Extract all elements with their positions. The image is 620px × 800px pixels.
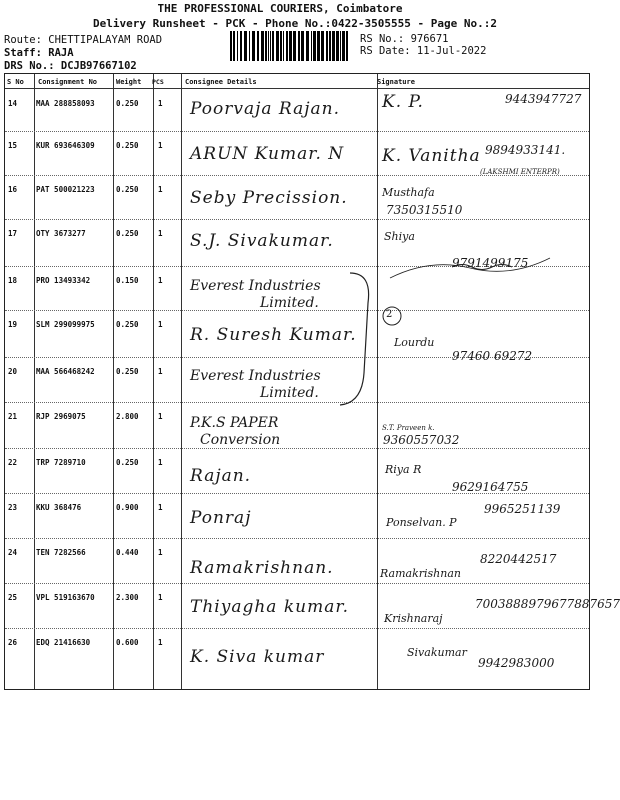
row-sno: 26 — [8, 638, 18, 647]
consignee-handwritten-line2: Limited. — [260, 295, 319, 311]
signature-note: (LAKSHMI ENTERPR) — [480, 168, 560, 176]
col-header-sno: S No — [7, 78, 24, 86]
signature-phone: 9443947727 — [505, 92, 582, 106]
consignee-handwritten-siva: K. Siva kumar — [190, 647, 325, 667]
row-sno: 18 — [8, 276, 18, 285]
row-pcs: 1 — [158, 320, 163, 329]
row-consignment-no: KKU 368476 — [36, 503, 82, 512]
row-weight: 2.800 — [116, 412, 139, 421]
rs-number: RS No.: 976671 — [360, 33, 449, 45]
row-weight: 0.250 — [116, 141, 139, 150]
row-pcs: 1 — [158, 141, 163, 150]
consignee-handwritten-line1: Everest Industries — [190, 278, 321, 294]
row-consignment-no: TRP 7289710 — [36, 458, 86, 467]
row-pcs: 1 — [158, 276, 163, 285]
row-sno: 16 — [8, 185, 18, 194]
row-weight: 0.900 — [116, 503, 139, 512]
consignee-handwritten-sivakumar: S.J. Sivakumar. — [190, 231, 334, 251]
signature-pks: S.T. Praveen k. — [382, 424, 435, 432]
row-sno: 15 — [8, 141, 18, 150]
consignee-handwritten-suresh: R. Suresh Kumar. — [190, 325, 357, 345]
consignee-handwritten-rajan: Rajan. — [190, 466, 252, 486]
rs-date: RS Date: 11-Jul-2022 — [360, 45, 487, 57]
row-pcs: 1 — [158, 503, 163, 512]
row-sno: 25 — [8, 593, 18, 602]
signature-suresh: Lourdu — [394, 336, 435, 349]
col-header-consignment: Consignment No — [38, 78, 98, 86]
row-pcs: 1 — [158, 458, 163, 467]
signature-phone: 7350315510 — [386, 203, 463, 217]
signature-phone: 7003888979677887657 — [475, 597, 620, 611]
signature-sivakumar: Shiya — [384, 230, 415, 243]
col-header-consignee: Consignee Details — [185, 78, 257, 86]
company-name: THE PROFESSIONAL COURIERS, Coimbatore — [157, 2, 403, 15]
row-sno: 20 — [8, 367, 18, 376]
row-pcs: 1 — [158, 593, 163, 602]
consignee-handwritten-thiyagha: Thiyagha kumar. — [190, 597, 350, 617]
consignee-handwritten-poorvaja: Poorvaja Rajan. — [190, 99, 340, 119]
signature-phone: 9894933141. — [485, 143, 566, 157]
consignee-handwritten-line1: P.K.S PAPER — [190, 415, 279, 431]
circled-number: 2 — [386, 309, 393, 320]
row-consignment-no: PRO 13493342 — [36, 276, 91, 285]
row-weight: 0.250 — [116, 320, 139, 329]
consignee-handwritten-seby: Seby Precission. — [190, 188, 348, 208]
signature-phone: 9360557032 — [383, 433, 460, 447]
row-consignment-no: TEN 7282566 — [36, 548, 86, 557]
row-pcs: 1 — [158, 548, 163, 557]
signature-phone: 97460 69272 — [452, 349, 533, 363]
row-weight: 0.150 — [116, 276, 139, 285]
row-weight: 0.250 — [116, 99, 139, 108]
signature-rajan: Riya R — [385, 463, 422, 476]
signature-seby: Musthafa — [382, 186, 435, 199]
row-weight: 0.250 — [116, 458, 139, 467]
signature-ramakrishnan: Ramakrishnan — [380, 567, 461, 580]
signature-phone: 9629164755 — [452, 480, 529, 494]
row-weight: 0.440 — [116, 548, 139, 557]
consignee-handwritten-ramakrishnan: Ramakrishnan. — [190, 558, 334, 578]
row-sno: 21 — [8, 412, 18, 421]
row-weight: 0.250 — [116, 367, 139, 376]
row-weight: 0.600 — [116, 638, 139, 647]
signature-phone: 9942983000 — [478, 656, 555, 670]
signature-phone: 8220442517 — [480, 552, 557, 566]
row-pcs: 1 — [158, 412, 163, 421]
consignee-handwritten-arun: ARUN Kumar. N — [190, 144, 345, 164]
row-consignment-no: MAA 566468242 — [36, 367, 95, 376]
row-sno: 24 — [8, 548, 18, 557]
row-pcs: 1 — [158, 229, 163, 238]
signature-siva: Sivakumar — [407, 646, 467, 659]
signature-ponraj: Ponselvan. P — [386, 516, 457, 529]
col-header-weight: Weight — [116, 78, 142, 86]
row-pcs: 1 — [158, 638, 163, 647]
signature-arun: K. Vanitha — [382, 146, 481, 166]
runsheet-title: Delivery Runsheet - PCK - Phone No.:0422-3505555 - Page No.:2 — [93, 17, 497, 30]
row-sno: 23 — [8, 503, 18, 512]
row-sno: 17 — [8, 229, 18, 238]
row-sno: 19 — [8, 320, 18, 329]
staff-label: Staff: RAJA — [4, 47, 74, 59]
row-pcs: 1 — [158, 367, 163, 376]
barcode-image — [230, 31, 350, 61]
col-header-pcs: PCS — [152, 78, 164, 86]
row-consignment-no: VPL 519163670 — [36, 593, 95, 602]
consignee-handwritten-ponraj: Ponraj — [190, 508, 252, 528]
row-weight: 0.250 — [116, 185, 139, 194]
row-consignment-no: EDQ 21416630 — [36, 638, 91, 647]
row-pcs: 1 — [158, 185, 163, 194]
signature-poorvaja: K. P. — [382, 92, 424, 112]
consignee-handwritten-line2: Limited. — [260, 385, 319, 401]
consignee-handwritten-line1: Everest Industries — [190, 368, 321, 384]
col-header-signature: Signature — [377, 78, 415, 86]
row-sno: 14 — [8, 99, 18, 108]
row-consignment-no: MAA 288858093 — [36, 99, 95, 108]
row-pcs: 1 — [158, 99, 163, 108]
signature-thiyagha: Krishnaraj — [384, 612, 443, 625]
consignee-handwritten-line2: Conversion — [200, 432, 281, 448]
row-weight: 0.250 — [116, 229, 139, 238]
row-consignment-no: RJP 2969075 — [36, 412, 86, 421]
row-consignment-no: PAT 500021223 — [36, 185, 95, 194]
drs-number: DRS No.: DCJB97667102 — [4, 60, 137, 72]
row-weight: 2.300 — [116, 593, 139, 602]
row-consignment-no: KUR 693646309 — [36, 141, 95, 150]
row-consignment-no: SLM 299099975 — [36, 320, 95, 329]
signature-phone: 9965251139 — [484, 502, 561, 516]
signature-phone: 9791499175 — [452, 256, 529, 270]
row-sno: 22 — [8, 458, 18, 467]
row-consignment-no: OTY 3673277 — [36, 229, 86, 238]
route-label: Route: CHETTIPALAYAM ROAD — [4, 34, 163, 46]
